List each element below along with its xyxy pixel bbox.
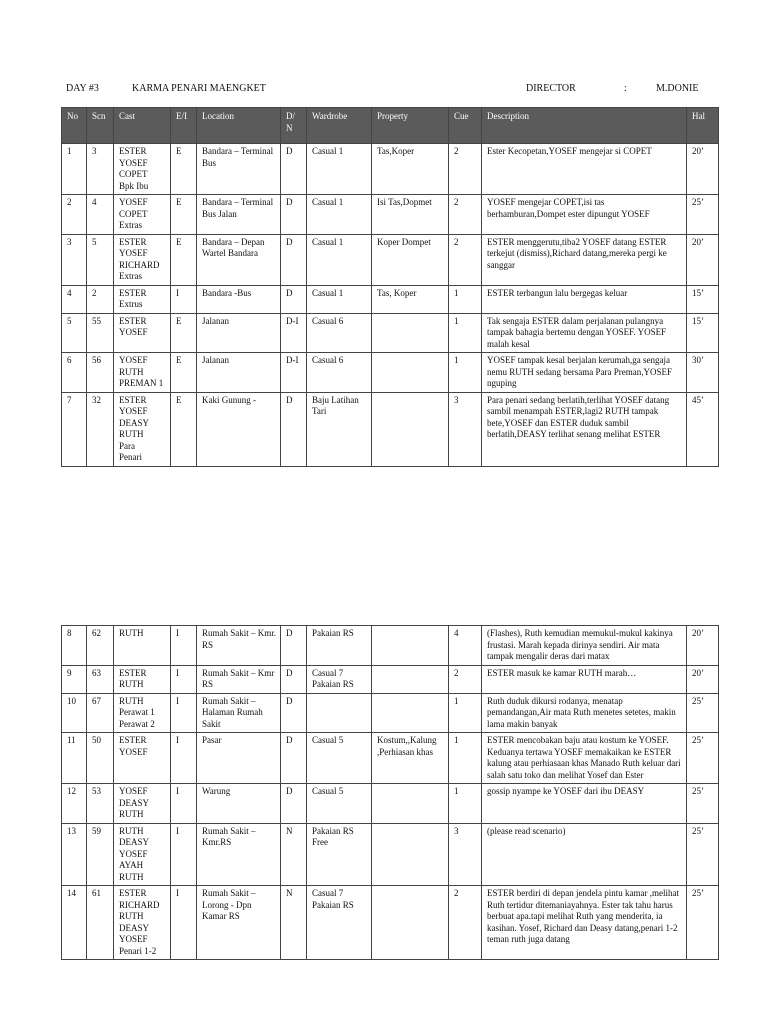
wardrobe-cell: Casual 7 Pakaian RS <box>307 665 372 693</box>
cast-member: DEASY <box>119 837 150 847</box>
cast-member: DEASY <box>119 922 150 933</box>
col-header-location: Location <box>197 108 281 144</box>
cast-member: YOSEF <box>119 848 148 859</box>
location-cell: Pasar <box>197 733 281 784</box>
scene-number-cell: 1 <box>62 144 87 195</box>
scene-code-cell: 4 <box>87 195 114 235</box>
description-cell: Ester Kecopetan,YOSEF mengejar si COPET <box>482 144 687 195</box>
cast-cell <box>114 626 171 666</box>
cast-member: YOSEF <box>119 157 148 168</box>
location-cell: Jalanan <box>197 353 281 393</box>
director-colon: : <box>624 83 627 94</box>
scene-number-cell: 3 <box>62 234 87 285</box>
description-cell: Para penari sedang berlatih,terlihat YOSEF datang sambil menampah ESTER,lagi2 RUTH tampak bete,YOSEF dan ESTER duduk sambil berlatih,DEASY terlihat senang melihat ESTER <box>482 392 687 466</box>
location-cell: Jalanan <box>197 313 281 353</box>
table-row <box>62 234 719 285</box>
wardrobe-cell: Casual 1 <box>307 195 372 235</box>
property-cell: Koper Dompet <box>372 234 449 285</box>
location-cell: Bandara – Terminal Bus Jalan <box>197 195 281 235</box>
duration-cell: 25’ <box>687 886 719 960</box>
description-cell: ESTER berdiri di depan jendela pintu kamar ,melihat Ruth tertidur ditemaniayahnya. Ester tak tahu harus berbuat apa.tapi melihat Ruth yang menderita, ia kasihan. Yosef, Richard dan Deasy datang,penari 1-2 teman ruth juga datang <box>482 886 687 960</box>
property-cell <box>372 353 449 393</box>
cast-member: ESTER <box>119 667 147 678</box>
table-header-row <box>62 108 719 144</box>
cast-member: Para <box>119 440 135 451</box>
scene-number-cell: 5 <box>62 313 87 353</box>
cast-cell <box>114 195 171 235</box>
cast-member: YOSEF <box>119 934 148 944</box>
cue-cell: 2 <box>449 144 482 195</box>
table-row <box>62 195 719 235</box>
cast-member: YOSEF <box>119 248 148 258</box>
cue-cell: 1 <box>449 693 482 733</box>
col-header-cue: Cue <box>449 108 482 144</box>
cast-member: PREMAN 1 <box>119 378 164 388</box>
duration-cell: 45’ <box>687 392 719 466</box>
cast-member: RUTH <box>119 809 144 819</box>
cast-cell <box>114 392 171 466</box>
property-cell <box>372 886 449 960</box>
table-row <box>62 733 719 784</box>
col-header-cast: Cast <box>114 108 171 144</box>
wardrobe-cell <box>307 693 372 733</box>
property-cell: Isi Tas,Dopmet <box>372 195 449 235</box>
description-cell: YOSEF mengejar COPET,isi tas berhamburan,Dompet ester dipungut YOSEF <box>482 195 687 235</box>
cue-cell: 3 <box>449 823 482 886</box>
property-cell <box>372 784 449 824</box>
description-cell: (Flashes), Ruth kemudian memukul-mukul kakinya frustasi. Marah kepada dirinya sendiri. Air mata tampak mengalir deras dari matax <box>482 626 687 666</box>
cast-cell <box>114 353 171 393</box>
duration-cell: 20’ <box>687 144 719 195</box>
wardrobe-cell: Casual 6 <box>307 313 372 353</box>
cast-member: YOSEF <box>119 355 148 365</box>
description-cell: Tak sengaja ESTER dalam perjalanan pulangnya tampak bahagia bertemu dengan YOSEF. YOSEF malah kesal <box>482 313 687 353</box>
cast-cell <box>114 784 171 824</box>
ext-int-cell: E <box>171 195 197 235</box>
cast-cell <box>114 313 171 353</box>
property-cell <box>372 693 449 733</box>
cue-cell: 3 <box>449 392 482 466</box>
cast-member: YOSEF <box>119 197 148 207</box>
cast-member: YOSEF <box>119 406 148 416</box>
wardrobe-cell: Casual 5 <box>307 733 372 784</box>
description-cell: (please read scenario) <box>482 823 687 886</box>
scene-code-cell: 2 <box>87 285 114 313</box>
location-cell: Bandara – Terminal Bus <box>197 144 281 195</box>
scene-code-cell: 61 <box>87 886 114 960</box>
scene-number-cell: 7 <box>62 392 87 466</box>
scene-number-cell: 4 <box>62 285 87 313</box>
cast-member: AYAH <box>119 860 144 870</box>
cue-cell: 2 <box>449 195 482 235</box>
cue-cell: 1 <box>449 313 482 353</box>
cast-cell <box>114 665 171 693</box>
description-cell: YOSEF tampak kesal berjalan kerumah,ga sengaja nemu RUTH sedang bersama Para Preman,YOSEF nguping <box>482 353 687 393</box>
cast-member: Extrus <box>119 299 143 309</box>
day-night-cell: D <box>281 285 307 313</box>
cue-cell: 1 <box>449 353 482 393</box>
cast-member: RUTH <box>119 911 144 921</box>
cast-member: ESTER <box>119 394 147 405</box>
cast-member: Penari <box>119 452 142 462</box>
cast-member: Perawat 2 <box>119 718 155 729</box>
cast-member: COPET <box>119 169 148 179</box>
location-cell: Bandara – Depan Wartel Bandara <box>197 234 281 285</box>
wardrobe-cell: Casual 6 <box>307 353 372 393</box>
description-cell: ESTER mencobakan baju atau kostum ke YOSEF. Keduanya tertawa YOSEF memakaikan ke ESTER kalung atau perhiasaan khas Manado Ruth keluar dari salah satu toko dan melihat Yosef dan Ester <box>482 733 687 784</box>
col-header-dn: D/ N <box>281 108 307 144</box>
scene-code-cell: 62 <box>87 626 114 666</box>
table-row <box>62 353 719 393</box>
day-night-cell: D-I <box>281 313 307 353</box>
col-header-description: Description <box>482 108 687 144</box>
cast-member: YOSEF <box>119 786 148 796</box>
cast-member: DEASY <box>119 417 150 428</box>
scene-number-cell: 2 <box>62 195 87 235</box>
schedule-table-top <box>61 107 719 467</box>
wardrobe-cell: Casual 5 <box>307 784 372 824</box>
duration-cell: 20’ <box>687 626 719 666</box>
ext-int-cell: I <box>171 693 197 733</box>
cast-member: RUTH <box>119 366 144 377</box>
director-name: M.DONIE <box>656 83 699 94</box>
property-cell <box>372 626 449 666</box>
ext-int-cell: I <box>171 626 197 666</box>
cast-member: RUTH <box>119 679 144 689</box>
location-cell: Bandara -Bus <box>197 285 281 313</box>
property-cell <box>372 392 449 466</box>
cast-member: RICHARD <box>119 899 160 910</box>
wardrobe-cell: Casual 1 <box>307 285 372 313</box>
duration-cell: 15’ <box>687 313 719 353</box>
director-label: DIRECTOR <box>526 83 576 94</box>
property-cell <box>372 313 449 353</box>
scene-number-cell: 13 <box>62 823 87 886</box>
table-row <box>62 285 719 313</box>
scene-number-cell: 12 <box>62 784 87 824</box>
cast-member: RUTH <box>119 871 144 882</box>
day-night-cell: D-I <box>281 353 307 393</box>
table-row <box>62 313 719 353</box>
scene-number-cell: 6 <box>62 353 87 393</box>
day-night-cell: N <box>281 823 307 886</box>
ext-int-cell: I <box>171 823 197 886</box>
day-night-cell: D <box>281 195 307 235</box>
cast-member: ESTER <box>119 287 147 298</box>
location-cell: Rumah Sakit – Kmr.RS <box>197 823 281 886</box>
scene-code-cell: 59 <box>87 823 114 886</box>
property-cell <box>372 665 449 693</box>
day-night-cell: D <box>281 693 307 733</box>
scene-code-cell: 56 <box>87 353 114 393</box>
cast-member: COPET <box>119 208 148 219</box>
cast-cell <box>114 886 171 960</box>
duration-cell: 20’ <box>687 665 719 693</box>
col-header-wardrobe: Wardrobe <box>307 108 372 144</box>
col-header-scn: Scn <box>87 108 114 144</box>
wardrobe-cell: Casual 7 Pakaian RS <box>307 886 372 960</box>
cast-cell <box>114 234 171 285</box>
description-cell: ESTER masuk ke kamar RUTH marah… <box>482 665 687 693</box>
col-header-ei: E/I <box>171 108 197 144</box>
scene-code-cell: 32 <box>87 392 114 466</box>
location-cell: Rumah Sakit – Halaman Rumah Sakit <box>197 693 281 733</box>
cast-cell <box>114 823 171 886</box>
wardrobe-cell: Pakaian RS <box>307 626 372 666</box>
cast-member: Extras <box>119 220 142 230</box>
cue-cell: 4 <box>449 626 482 666</box>
ext-int-cell: E <box>171 313 197 353</box>
day-night-cell: N <box>281 886 307 960</box>
description-cell: gossip nyampe ke YOSEF dari ibu DEASY <box>482 784 687 824</box>
day-night-cell: D <box>281 733 307 784</box>
scene-code-cell: 50 <box>87 733 114 784</box>
cast-member: DEASY <box>119 797 150 808</box>
duration-cell: 25’ <box>687 823 719 886</box>
cue-cell: 1 <box>449 733 482 784</box>
duration-cell: 30’ <box>687 353 719 393</box>
scene-code-cell: 5 <box>87 234 114 285</box>
scene-number-cell: 14 <box>62 886 87 960</box>
cast-member: ESTER <box>119 888 147 898</box>
property-cell: Tas, Koper <box>372 285 449 313</box>
location-cell: Kaki Gunung - <box>197 392 281 466</box>
cue-cell: 1 <box>449 285 482 313</box>
table-row <box>62 693 719 733</box>
property-cell: Kostum,,Kalung ,Perhiasan khas <box>372 733 449 784</box>
cast-member: RUTH <box>119 825 144 836</box>
scene-code-cell: 67 <box>87 693 114 733</box>
duration-cell: 25’ <box>687 733 719 784</box>
duration-cell: 20’ <box>687 234 719 285</box>
description-cell: ESTER menggerutu,tiba2 YOSEF datang ESTER terkejut (dismiss),Richard datang,mereka pergi ke sanggar <box>482 234 687 285</box>
scene-code-cell: 3 <box>87 144 114 195</box>
duration-cell: 25’ <box>687 693 719 733</box>
cue-cell: 2 <box>449 665 482 693</box>
day-night-cell: D <box>281 234 307 285</box>
table-row <box>62 784 719 824</box>
ext-int-cell: I <box>171 784 197 824</box>
cast-member: ESTER <box>119 146 147 156</box>
day-night-cell: D <box>281 626 307 666</box>
ext-int-cell: I <box>171 733 197 784</box>
day-night-cell: D <box>281 144 307 195</box>
cue-cell: 2 <box>449 886 482 960</box>
col-header-no: No <box>62 108 87 144</box>
description-cell: Ruth duduk dikursi rodanya, menatap pemandangan,Air mata Ruth menetes setetes, makin lama makin banyak <box>482 693 687 733</box>
cue-cell: 2 <box>449 234 482 285</box>
property-cell: Tas,Koper <box>372 144 449 195</box>
cast-member: RUTH <box>119 695 144 706</box>
cast-member: Perawat 1 <box>119 707 155 717</box>
cast-member: RUTH <box>119 628 144 638</box>
scene-number-cell: 8 <box>62 626 87 666</box>
col-header-hal: Hal <box>687 108 719 144</box>
ext-int-cell: E <box>171 353 197 393</box>
cast-cell <box>114 285 171 313</box>
cast-cell <box>114 693 171 733</box>
ext-int-cell: E <box>171 144 197 195</box>
film-title: KARMA PENARI MAENGKET <box>132 83 266 94</box>
wardrobe-cell: Casual 1 <box>307 234 372 285</box>
scene-number-cell: 9 <box>62 665 87 693</box>
table-row <box>62 626 719 666</box>
property-cell <box>372 823 449 886</box>
cast-cell <box>114 733 171 784</box>
cast-member: RICHARD <box>119 259 160 270</box>
scene-number-cell: 10 <box>62 693 87 733</box>
location-cell: Warung <box>197 784 281 824</box>
cast-member: ESTER <box>119 735 147 745</box>
cast-cell <box>114 144 171 195</box>
wardrobe-cell: Casual 1 <box>307 144 372 195</box>
schedule-header <box>0 83 768 97</box>
cast-member: Extras <box>119 271 142 281</box>
cast-member: YOSEF <box>119 327 148 337</box>
scene-code-cell: 63 <box>87 665 114 693</box>
location-cell: Rumah Sakit – Lorong - Dpn Kamar RS <box>197 886 281 960</box>
day-label: DAY #3 <box>66 83 99 94</box>
table-row <box>62 886 719 960</box>
cast-member: RUTH <box>119 429 144 439</box>
schedule-table-bottom <box>61 625 719 960</box>
scene-code-cell: 55 <box>87 313 114 353</box>
scene-number-cell: 11 <box>62 733 87 784</box>
duration-cell: 25’ <box>687 195 719 235</box>
description-cell: ESTER terbangun lalu bergegas keluar <box>482 285 687 313</box>
duration-cell: 25’ <box>687 784 719 824</box>
table-row <box>62 665 719 693</box>
location-cell: Rumah Sakit – Kmr. RS <box>197 626 281 666</box>
ext-int-cell: I <box>171 285 197 313</box>
cast-member: ESTER <box>119 315 147 326</box>
day-night-cell: D <box>281 392 307 466</box>
wardrobe-cell: Pakaian RS Free <box>307 823 372 886</box>
cast-member: Penari 1-2 <box>119 945 157 956</box>
cast-member: ESTER <box>119 236 147 247</box>
day-night-cell: D <box>281 784 307 824</box>
location-cell: Rumah Sakit – Kmr RS <box>197 665 281 693</box>
ext-int-cell: E <box>171 234 197 285</box>
col-header-property: Property <box>372 108 449 144</box>
day-night-cell: D <box>281 665 307 693</box>
ext-int-cell: E <box>171 392 197 466</box>
wardrobe-cell: Baju Latihan Tari <box>307 392 372 466</box>
ext-int-cell: I <box>171 665 197 693</box>
table-row <box>62 392 719 466</box>
ext-int-cell: I <box>171 886 197 960</box>
table-row <box>62 823 719 886</box>
table-row <box>62 144 719 195</box>
duration-cell: 15’ <box>687 285 719 313</box>
cast-member: YOSEF <box>119 746 148 757</box>
cue-cell: 1 <box>449 784 482 824</box>
scene-code-cell: 53 <box>87 784 114 824</box>
cast-member: Bpk Ibu <box>119 180 149 191</box>
